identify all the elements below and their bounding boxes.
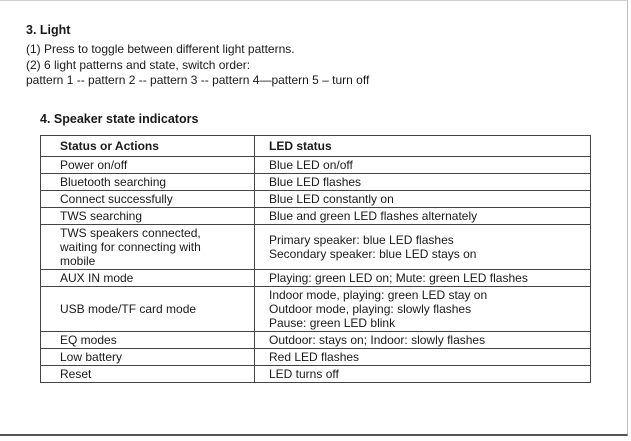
led-line: Indoor mode, playing: green LED stay on xyxy=(269,288,488,302)
status-line: waiting for connecting with xyxy=(60,240,201,254)
led-cell: Blue and green LED flashes alternately xyxy=(255,208,591,225)
led-cell: Red LED flashes xyxy=(255,349,591,366)
led-cell: Blue LED on/off xyxy=(255,157,591,174)
section-heading-light: 3. Light xyxy=(26,23,71,37)
table-row xyxy=(41,270,591,287)
led-cell: Playing: green LED on; Mute: green LED flashes xyxy=(255,270,591,287)
led-line: Pause: green LED blink xyxy=(269,316,396,330)
header-led: LED status xyxy=(255,136,591,157)
table-row xyxy=(41,349,591,366)
table-row xyxy=(41,225,591,270)
section-heading-indicators: 4. Speaker state indicators xyxy=(40,112,199,126)
speaker-indicator-table xyxy=(40,135,591,383)
led-cell xyxy=(255,225,591,270)
table-header-row xyxy=(41,136,591,157)
header-status: Status or Actions xyxy=(41,136,255,157)
led-cell: LED turns off xyxy=(255,366,591,383)
status-cell: Reset xyxy=(41,366,255,383)
status-cell: EQ modes xyxy=(41,332,255,349)
light-line-3: pattern 1 -- pattern 2 -- pattern 3 -- pattern 4—pattern 5 – turn off xyxy=(26,73,370,87)
status-cell: Bluetooth searching xyxy=(41,174,255,191)
led-line: Primary speaker: blue LED flashes xyxy=(269,233,454,247)
light-line-1: (1) Press to toggle between different light patterns. xyxy=(26,42,295,56)
led-cell: Outdoor: stays on; Indoor: slowly flashes xyxy=(255,332,591,349)
status-cell xyxy=(41,225,255,270)
led-line: Secondary speaker: blue LED stays on xyxy=(269,247,477,261)
status-cell: TWS searching xyxy=(41,208,255,225)
status-line: mobile xyxy=(60,254,96,268)
table-row xyxy=(41,174,591,191)
status-line: TWS speakers connected, xyxy=(60,226,201,240)
table-row xyxy=(41,191,591,208)
status-cell: Low battery xyxy=(41,349,255,366)
table-row xyxy=(41,366,591,383)
status-cell: AUX IN mode xyxy=(41,270,255,287)
status-cell: Power on/off xyxy=(41,157,255,174)
status-cell: Connect successfully xyxy=(41,191,255,208)
light-line-2: (2) 6 light patterns and state, switch order: xyxy=(26,58,251,72)
led-line: Outdoor mode, playing: slowly flashes xyxy=(269,302,472,316)
led-cell: Blue LED flashes xyxy=(255,174,591,191)
led-cell: Blue LED constantly on xyxy=(255,191,591,208)
table-row xyxy=(41,208,591,225)
led-cell xyxy=(255,287,591,332)
table-row xyxy=(41,332,591,349)
status-cell: USB mode/TF card mode xyxy=(41,287,255,332)
table-row xyxy=(41,157,591,174)
table-row xyxy=(41,287,591,332)
